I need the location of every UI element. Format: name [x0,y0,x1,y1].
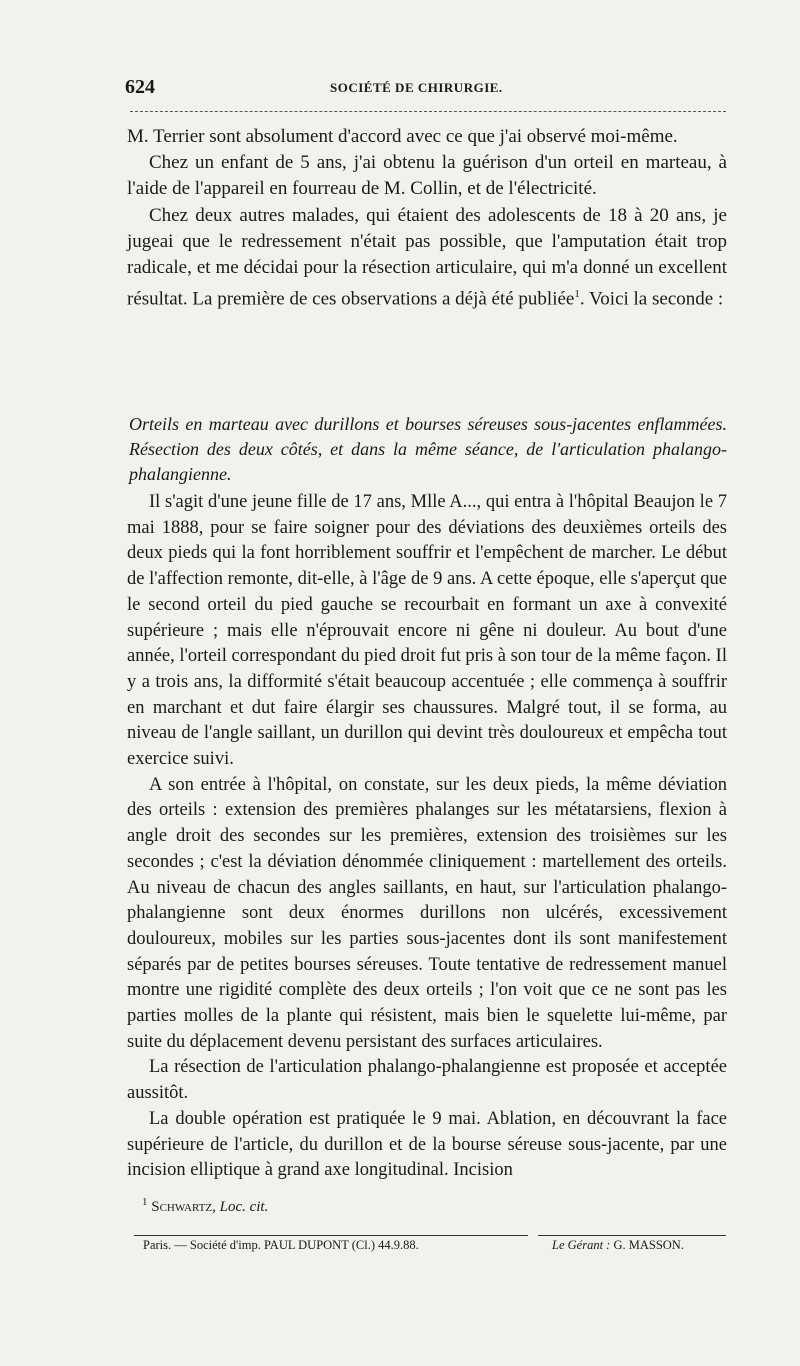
footnote: $^1$ Schwartz, Loc. cit. [142,1196,269,1215]
page-header [125,76,727,102]
footer-rule-left [134,1235,528,1236]
printer-imprint: Paris. — Société d'imp. PAUL DUPONT (Cl.) 44.9.88. [143,1238,419,1252]
publisher-manager [552,1238,684,1253]
paragraph-text: Chez deux autres malades, qui étaient des adolescents de 18 à 20 ans, je jugeai que le redressement n'était pas possible, que l'amputation était trop radicale, et me décidai pour la résection articulaire, qui m'a donné un excellent résultat. La première de ces observations a déjà été publiée [127,204,727,310]
paragraph [127,203,727,313]
footer-rule-right [538,1235,726,1236]
paragraph: A son entrée à l'hôpital, on constate, sur les deux pieds, la même déviation des orteils : extension des premières phalanges sur les métatarsiens, flexion à angle droit des secondes sur les premières, extension des troisièmes sur les secondes ; c'est la déviation dénommée cliniquement : martellement des orteils. Au niveau de chacun des angles saillants, en haut, sur l'articulation phalango-phalangienne sont deux énormes durillons non ulcérés, excessivement douloureux, mobiles sur les parties sous-jacentes dont ils sont manifestement séparés par de petites bourses séreuses. Toute tentative de redressement manuel montre une rigidité complète des deux orteils ; l'on voit que ce ne sont pas les parties molles de la plante qui résistent, mais bien le squelette lui-même, par suite du déplacement devenu persistant des surfaces articulaires. [127,774,727,1052]
footnote-ref: Loc. cit. [219,1199,269,1215]
paragraph: Il s'agit d'une jeune fille de 17 ans, Mlle A..., qui entra à l'hôpital Beaujon le 7 mai 1888, pour se faire soigner pour des déviations des deuxièmes orteils des deux pieds qui la font horriblement souffrir et l'empêchent de marcher. Le début de l'affection remonte, dit-elle, à l'âge de 9 ans. A cette époque, elle s'aperçut que le second orteil du pied gauche se recourbait en formant un axe à convexité supérieure ; mais elle n'éprouvait encore ni gêne ni douleur. Au bout d'une année, l'orteil correspondant du pied droit fut pris à son tour de la même façon. Il y a trois ans, la difformité s'était beaucoup accentuée ; elle commença à souffrir en marchant et dut faire élargir ses chaussures. Malgré tout, il se forma, au niveau de l'angle saillant, un durillon qui devint très douloureux et empêcha tout exercice suivi. [127,492,727,770]
footnote-author: Schwartz [151,1199,213,1215]
footnote-number: 1 [142,1196,148,1208]
case-body [127,490,727,1184]
gerant-label: Le Gérant : [552,1238,611,1252]
case-title-text: Orteils en marteau avec durillons et bourses séreuses sous-jacentes enflammées. Résection des deux côtés, et dans la même séance, de l'articulation phalango-phalangienne. [129,414,727,484]
page-number: 624 [125,76,155,98]
gerant-name: G. MASSON. [613,1238,684,1252]
case-title [129,412,727,487]
paragraph-text-end: . Voici la seconde : [579,288,724,310]
running-head: SOCIÉTÉ DE CHIRURGIE. [330,80,503,95]
paragraph: La double opération est pratiquée le 9 mai. Ablation, en découvrant la face supérieure de l'article, du durillon et de la bourse séreuse sous-jacente, par une incision elliptique à grand axe longitudinal. Incision [127,1108,727,1181]
paragraph: La résection de l'articulation phalango-phalangienne est proposée et acceptée aussitôt. [127,1057,727,1104]
header-rule [130,111,726,112]
intro-text [127,124,727,313]
paragraph: Chez un enfant de 5 ans, j'ai obtenu la guérison d'un orteil en marteau, à l'aide de l'appareil en fourreau de M. Collin, et de l'électricité. [127,152,727,200]
paragraph: M. Terrier sont absolument d'accord avec ce que j'ai observé moi-même. [127,126,678,147]
footnote-mark[interactable]: 1 [574,288,580,301]
